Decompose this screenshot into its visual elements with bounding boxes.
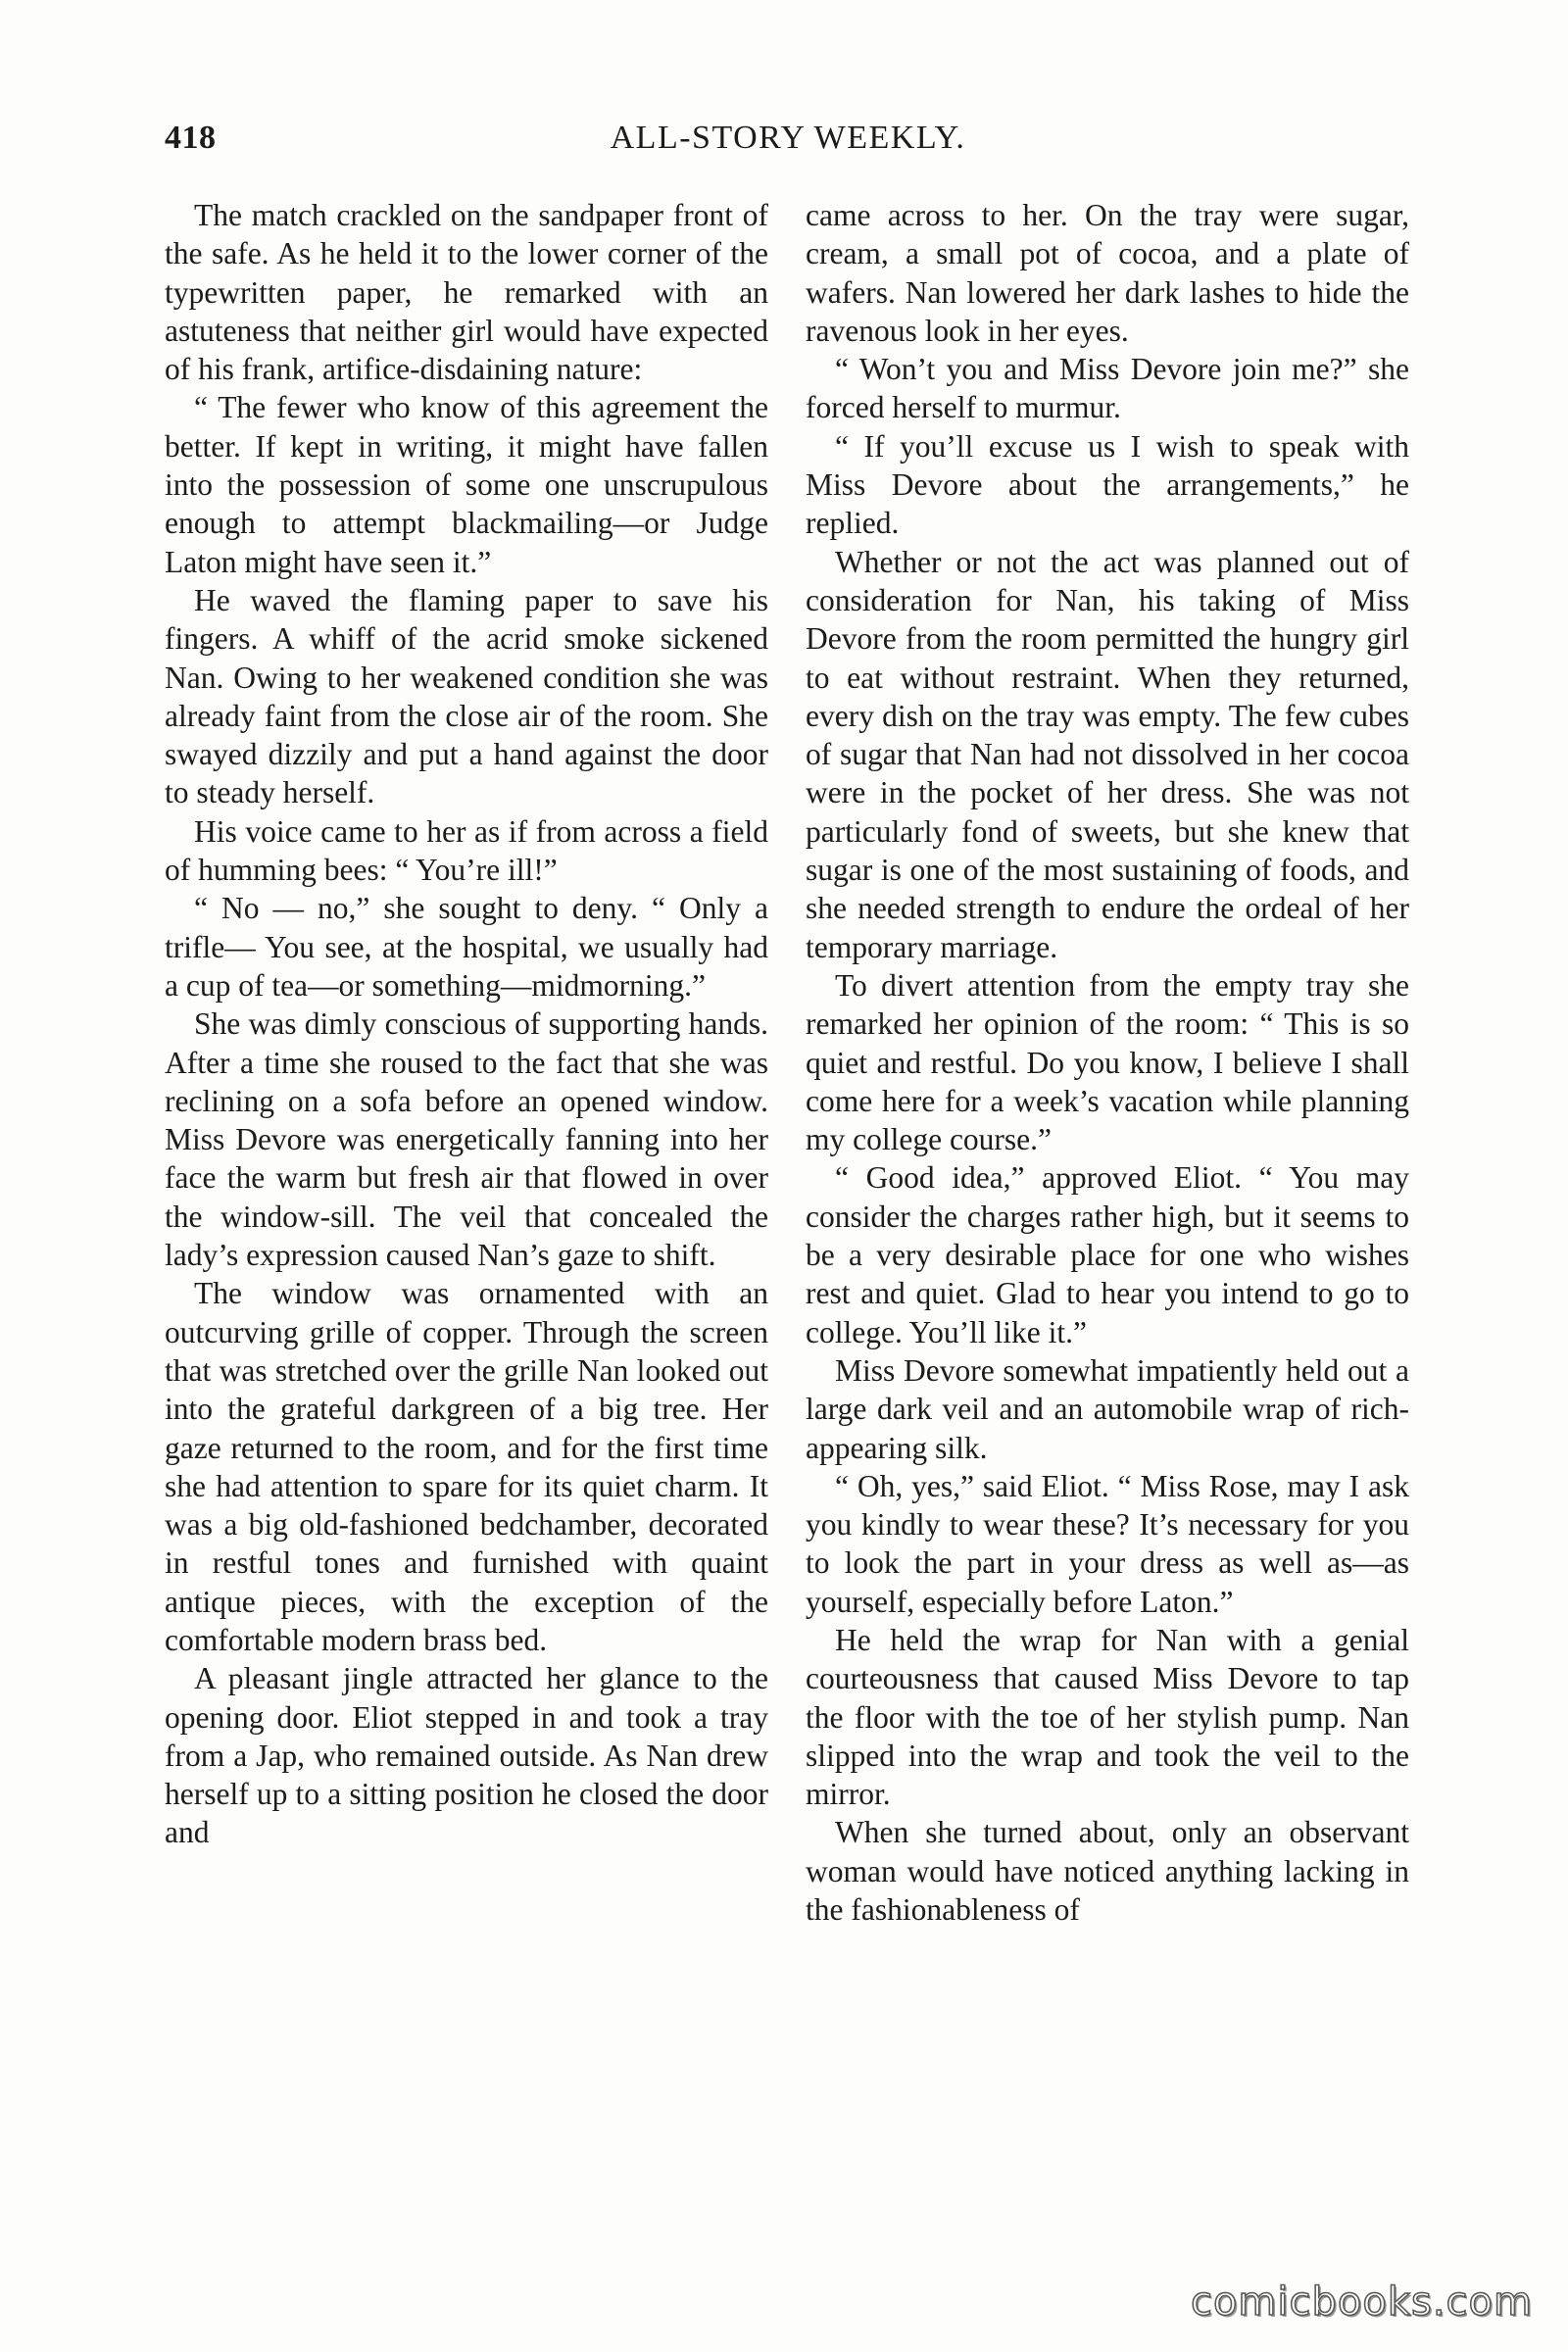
paragraph: A pleasant jingle attracted her glance to the opening door. Eliot stepped in and took a tray from a Jap, who remained outside. As Nan drew herself up to a sitting position he closed the door and (165, 1661, 768, 1850)
running-title: ALL-STORY WEEKLY. (610, 120, 966, 156)
left-column (165, 196, 768, 1852)
paragraph: He held the wrap for Nan with a genial courteousness that caused Miss Devore to tap the floor with the toe of her stylish pump. Nan slipped into the wrap and took the veil to the mirror. (806, 1622, 1409, 1812)
watermark: comicbooks.com (1190, 2279, 1533, 2325)
paragraph: The window was ornamented with an outcurving grille of copper. Through the screen that was stretched over the grille Nan looked out into the grateful darkgreen of a big tree. Her gaze returned to the room, and for the first time she had attention to spare for its quiet charm. It was a big old-fashioned bedchamber, decorated in restful tones and furnished with quaint antique pieces, with the exception of the comfortable modern brass bed. (165, 1276, 768, 1657)
paragraph: “ Won’t you and Miss Devore join me?” she forced herself to murmur. (806, 352, 1409, 425)
paragraph: “ No — no,” she sought to deny. “ Only a trifle— You see, at the hospital, we usually had a cup of tea—or something—midmorning.” (165, 891, 768, 1003)
paragraph: When she turned about, only an observant woman would have noticed anything lacking in the fashionableness of (806, 1815, 1409, 1928)
page-header (165, 120, 1411, 178)
page-number: 418 (165, 120, 217, 156)
paragraph: Miss Devore somewhat impatiently held out a large dark veil and an automobile wrap of rich-appearing silk. (806, 1352, 1409, 1465)
paragraph: To divert attention from the empty tray she remarked her opinion of the room: “ This is so quiet and restful. Do you know, I believe I shall come here for a week’s vacation while planning my college course.” (806, 967, 1409, 1157)
paragraph: came across to her. On the tray were sugar, cream, a small pot of cocoa, and a plate of wafers. Nan lowered her dark lashes to hide the ravenous look in her eyes. (806, 198, 1409, 348)
paragraph: “ If you’ll excuse us I wish to speak with Miss Devore about the arrangements,” he replied. (806, 428, 1409, 541)
paragraph: His voice came to her as if from across a field of humming bees: “ You’re ill!” (165, 813, 768, 888)
paragraph: “ The fewer who know of this agreement the better. If kept in writing, it might have fallen into the possession of some one unscrupulous enough to attempt blackmailing—or Judge Laton might have seen it.” (165, 390, 768, 579)
paragraph: Whether or not the act was planned out of consideration for Nan, his taking of Miss Devore from the room permitted the hungry girl to eat without restraint. When they returned, every dish on the tray was empty. The few cubes of sugar that Nan had not dissolved in her cocoa were in the pocket of her dress. She was not particularly fond of sweets, but she knew that sugar is one of the most sustaining of foods, and she needed strength to endure the ordeal of her temporary marriage. (806, 544, 1409, 964)
paragraph: She was dimly conscious of supporting hands. After a time she roused to the fact that she was reclining on a sofa before an opened window. Miss Devore was energetically fanning into her face the warm but fresh air that flowed in over the window-sill. The veil that concealed the lady’s expression caused Nan’s gaze to shift. (165, 1006, 768, 1273)
paragraph: The match crackled on the sandpaper front of the safe. As he held it to the lower corner of the typewritten paper, he remarked with an astuteness that neither girl would have expected of his frank, artifice-disdaining nature: (165, 198, 768, 387)
right-column (806, 196, 1409, 1929)
paragraph: “ Oh, yes,” said Eliot. “ Miss Rose, may I ask you kindly to wear these? It’s necessary for you to look the part in your dress as well as—as yourself, especially before Laton.” (806, 1468, 1409, 1619)
paragraph: He waved the flaming paper to save his fingers. A whiff of the acrid smoke sickened Nan. Owing to her weakened condition she was already faint from the close air of the room. She swayed dizzily and put a hand against the door to steady herself. (165, 582, 768, 810)
paragraph: “ Good idea,” approved Eliot. “ You may consider the charges rather high, but it seems to be a very desirable place for one who wishes rest and quiet. Glad to hear you intend to go to college. You’ll like it.” (806, 1160, 1409, 1349)
